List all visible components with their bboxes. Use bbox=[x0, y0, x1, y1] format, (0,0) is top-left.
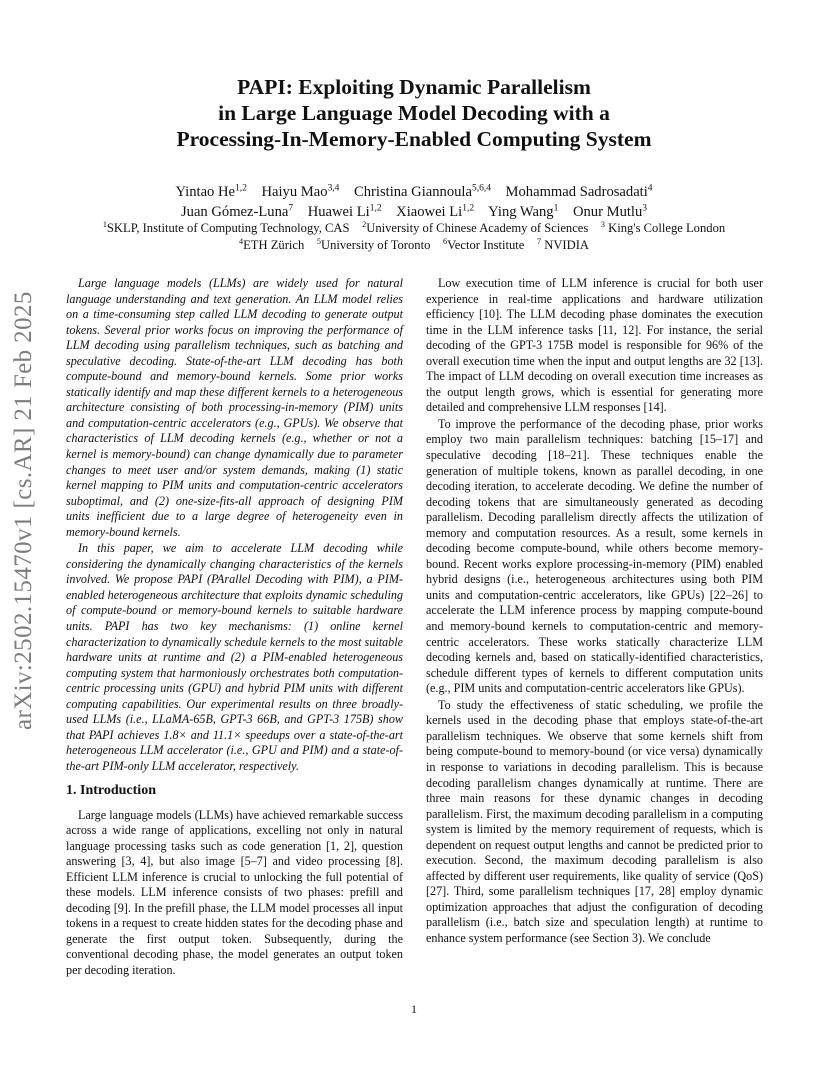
author-affil-sup: 3 bbox=[642, 203, 648, 214]
author-affil-sup: 4 bbox=[647, 183, 653, 194]
affiliation-line bbox=[0, 237, 828, 254]
title-line: Processing-In-Memory-Enabled Computing System bbox=[176, 127, 652, 151]
affiliation-name: University of Chinese Academy of Sciences bbox=[366, 221, 589, 235]
affiliation-line bbox=[0, 220, 828, 237]
author-list bbox=[0, 182, 828, 222]
author-name: Huawei Li bbox=[307, 204, 370, 220]
author-name: Yintao He bbox=[175, 184, 236, 200]
affiliation-sup: 4 bbox=[238, 237, 244, 247]
abstract-paragraph: Large language models (LLMs) are widely used for natural language understanding and text generation. An LLM model relies on a time-consuming step called LLM decoding to generate output tokens. Several prior works focus on improving the performance of LLM decoding using parallelism techniques, such as batching and speculative decoding. State-of-the-art LLM decoding has both compute-bound and memory-bound kernels. Some prior works statically identify and map these different kernels to a heterogeneous architecture consisting of both processing-in-memory (PIM) units and computation-centric accelerators (e.g., GPUs). We observe that characteristics of LLM decoding kernels (e.g., whether or not a kernel is memory-bound) can change dynamically due to parameter changes to meet user and/or system demands, making (1) static kernel mapping to PIM units and computation-centric accelerators suboptimal, and (2) one-size-fits-all approach of designing PIM units inefficient due to a large degree of heterogeneity even in memory-bound kernels. bbox=[66, 276, 403, 539]
body-paragraph: To improve the performance of the decoding phase, prior works employ two main parallelism techniques: batching [15–17] and speculative decoding [18–21]. These techniques enable the generation of multiple tokens, known as parallel decoding, in one decoding iteration, to accelerate decoding. We define the number of decoding tokens that are simultaneously generated as decoding parallelism. Decoding parallelism directly affects the utilization of memory and computation resources. As a result, some kernels in decoding become compute-bound, while others become memory-bound. Recent works explore processing-in-memory (PIM) enabled hybrid designs (i.e., heterogeneous architectures using both PIM units and computation-centric accelerators, like GPUs) [22–26] to accelerate the LLM inference process by mapping compute-bound and memory-bound kernels to computation-centric and memory-centric accelerators. These works statically characterize LLM decoding kernels and, based on statically-identified characteristics, schedule different types of kernels to different computation units (e.g., PIM units and computation-centric accelerators like GPUs). bbox=[426, 416, 763, 696]
affiliation-sup: 6 bbox=[442, 237, 448, 247]
author-line bbox=[0, 182, 828, 202]
author-name: Haiyu Mao bbox=[261, 184, 328, 200]
title-line: PAPI: Exploiting Dynamic Parallelism bbox=[237, 75, 591, 99]
affiliation-name: ETH Zürich bbox=[243, 238, 305, 252]
section-heading: 1. Introduction bbox=[66, 782, 156, 798]
affiliation-name: University of Toronto bbox=[320, 238, 431, 252]
affiliation-sup: 3 bbox=[600, 220, 605, 230]
body-paragraph: To study the effectiveness of static scheduling, we profile the kernels used in the decoding phase that employs state-of-the-art parallelism techniques. We observe that some kernels shift from being compute-bound to memory-bound (or vice versa) dynamically in response to variations in decoding parallelism. This is because decoding parallelism changes dynamically at runtime. There are three main reasons for these dynamic changes in decoding parallelism. First, the maximum decoding parallelism in a computing system is limited by the memory requirement of requests, which is dependent on request output lengths and cannot be predicted prior to execution. Second, the maximum decoding parallelism is also affected by different user requirements, like quality of service (QoS) [27]. Third, some parallelism techniques [17, 28] employ dynamic optimization approaches that adjust the configuration of decoding parallelism (i.e., batch size and speculation length) at runtime to enhance system performance (see Section 3). We conclude bbox=[426, 697, 763, 945]
author-affil-sup: 1,2 bbox=[235, 183, 247, 194]
abstract-paragraph: In this paper, we aim to accelerate LLM decoding while considering the dynamically changing characteristics of the kernels involved. We propose PAPI (PArallel Decoding with PIM), a PIM-enabled heterogeneous architecture that exploits dynamic scheduling of compute-bound or memory-bound kernels to suitable hardware units. PAPI has two key mechanisms: (1) online kernel characterization to dynamically schedule kernels to the most suitable hardware units at runtime and (2) a PIM-enabled heterogeneous computing system that harmoniously orchestrates both computation-centric processing units (GPU) and hybrid PIM units with different computing capabilities. Our experimental results on three broadly-used LLMs (i.e., LLaMA-65B, GPT-3 66B, and GPT-3 175B) show that PAPI achieves 1.8× and 11.1× speedups over a state-of-the-art heterogeneous LLM accelerator (i.e., GPU and PIM) and a state-of-the-art PIM-only LLM accelerator, respectively. bbox=[66, 541, 403, 773]
affiliation-name: Vector Institute bbox=[447, 238, 525, 252]
affiliation-sup: 5 bbox=[316, 237, 321, 247]
author-name: Onur Mutlu bbox=[572, 204, 643, 220]
author-affil-sup: 3,4 bbox=[327, 183, 340, 194]
author-line bbox=[0, 202, 828, 222]
author-affil-sup: 1 bbox=[553, 203, 559, 214]
page-number: 1 bbox=[411, 1002, 417, 1016]
author-name: Ying Wang bbox=[488, 204, 554, 220]
affiliation-list bbox=[0, 220, 828, 254]
affiliation-name: SKLP, Institute of Computing Technology, CAS bbox=[106, 221, 350, 235]
affiliation-name: King's College London bbox=[608, 221, 726, 235]
affiliation-name: NVIDIA bbox=[544, 238, 589, 252]
author-affil-sup: 7 bbox=[288, 203, 294, 214]
author-name: Xiaowei Li bbox=[396, 204, 463, 220]
author-name: Juan Gómez-Luna bbox=[180, 204, 289, 220]
author-affil-sup: 1,2 bbox=[369, 203, 382, 214]
body-paragraph: Large language models (LLMs) have achieved remarkable success across a wide range of applications, excelling not only in natural language processing tasks such as code generation [1, 2], question answering [3, 4], but also image [5–7] and video processing [8]. Efficient LLM inference is crucial to unlocking the full potential of these models. LLM inference consists of two phases: prefill and decoding [9]. In the prefill phase, the LLM model processes all input tokens in a request to create hidden states for the decoding phase and generate the first output token. Subsequently, during the conventional decoding phase, the model generates an output token per decoding iteration. bbox=[66, 807, 403, 977]
affiliation-sup: 1 bbox=[102, 220, 107, 230]
arxiv-identifier: arXiv:2502.15470v1 [cs.AR] 21 Feb 2025 bbox=[10, 291, 37, 730]
title-line: in Large Language Model Decoding with a bbox=[218, 101, 610, 125]
body-paragraph: Low execution time of LLM inference is crucial for both user experience in real-time applications and hardware utilization efficiency [10]. The LLM decoding phase dominates the execution time in the LLM inference tasks [11, 12]. For instance, the serial decoding of the GPT-3 175B model is responsible for 96% of the overall execution time when the input and output lengths are 32 [13]. The impact of LLM decoding on overall execution time increases as the output length grows, which is essential for generating more detailed and comprehensive LLM responses [14]. bbox=[426, 276, 763, 415]
affiliation-sup: 2 bbox=[362, 220, 367, 230]
abstract bbox=[66, 276, 403, 775]
author-name: Mohammad Sadrosadati bbox=[505, 184, 648, 200]
author-affil-sup: 5,6,4 bbox=[471, 183, 491, 194]
author-name: Christina Giannoula bbox=[354, 184, 472, 200]
affiliation-sup: 7 bbox=[536, 237, 542, 247]
left-column bbox=[66, 276, 403, 979]
author-affil-sup: 1,2 bbox=[462, 203, 475, 214]
right-column bbox=[426, 276, 763, 947]
paper-title bbox=[0, 74, 828, 152]
